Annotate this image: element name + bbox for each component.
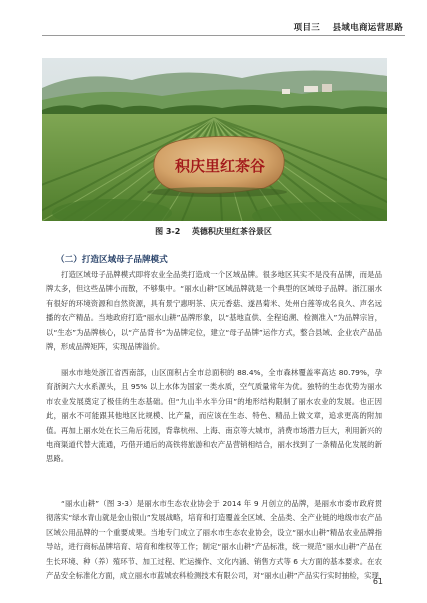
section-heading: （二）打造区域母子品牌模式 xyxy=(56,255,168,265)
figure-caption xyxy=(0,226,427,237)
figure-caption-text: 英德积庆里红茶谷景区 xyxy=(191,227,272,236)
header-rule xyxy=(42,35,405,36)
figure-number: 图 3-2 xyxy=(155,227,181,236)
stone-inscription: 积庆里红茶谷 xyxy=(174,157,266,175)
chapter-title: 县域电商运营思路 xyxy=(332,23,403,33)
body-paragraph-1: 打造区域母子品牌模式即将农业全品类打造成一个区域品牌。很多地区其实不是没有品牌，而是品牌太多，但这些品牌小而散，不够集中。“丽水山耕”区域品牌就是一个典型的区域母子品牌。浙江丽水有很好的环境资源和自然资源，具有景宁惠明茶、庆元香菇、遂昌菊米、处州白莲等成名良久、声名远播的农产精品。当地政府打造“丽水山耕”品牌形象，以“基地直供、全程追溯、检测准入”为品牌宗旨，以“生态”为品牌核心，以“产品背书”为品牌定位，建立“母子品牌”运作方式，整合县域、企业农产品品牌，形成品牌矩阵，实现品牌溢价。 xyxy=(46,270,382,352)
body-paragraph-3: “丽水山耕”（图 3-3）是丽水市生态农业协会于 2014 年 9 月创立的品牌，是丽水市委市政府贯彻落实“绿水青山就是金山银山”发展战略，培育和打造覆盖全区域、全品类、全产业链的地级市农产品区域公用品牌的一个重要成果。当地专门成立了丽水市生态农业协会，设立“丽水山耕”精品农业品牌指导站，进行商标品牌培育、培育和维权等工作；制定“丽水山耕”产品标准，统一规范“丽水山耕”产品在生长环境、种（养）殖环节、加工过程、贮运操作、文化内涵、销售方式等 6 大方面的基本要求。在农产品安全标准化方面，成立丽水市蓝城农科检测技术有限公司，对“丽水山耕”产品实行实时抽检，实现 xyxy=(46,499,382,581)
chapter-label: 项目三 xyxy=(293,23,321,33)
tea-plantation-photo xyxy=(42,58,387,221)
header-text xyxy=(294,21,403,33)
body-paragraph-2: 丽水市地处浙江省西南部，山区面积占全市总面积的 88.4%，全市森林覆盖率高达 80.79%，孕育浙闽六大水系源头，且 95% 以上水体为国家一类水质，空气质量常年为优。独特的生态优势为丽水市农业发展奠定了极佳的生态基础。但“九山半水半分田”的地形结构限制了丽水农业的发展。也正因此，丽水不可能跟其他地区比规模、比产量，而应该在生态、特色、精品上做文章，追求更高的附加值。再加上丽水处在长三角后花园，背靠杭州、上海、南京等大城市，消费市场潜力巨大，利用新兴的电商渠道代替大流通，巧借开通后的高铁将旅游和农产品营销相结合，丽水找到了一条精品化发展的新思路。 xyxy=(46,368,382,464)
page-number: 61 xyxy=(372,577,383,586)
running-header xyxy=(0,0,427,40)
